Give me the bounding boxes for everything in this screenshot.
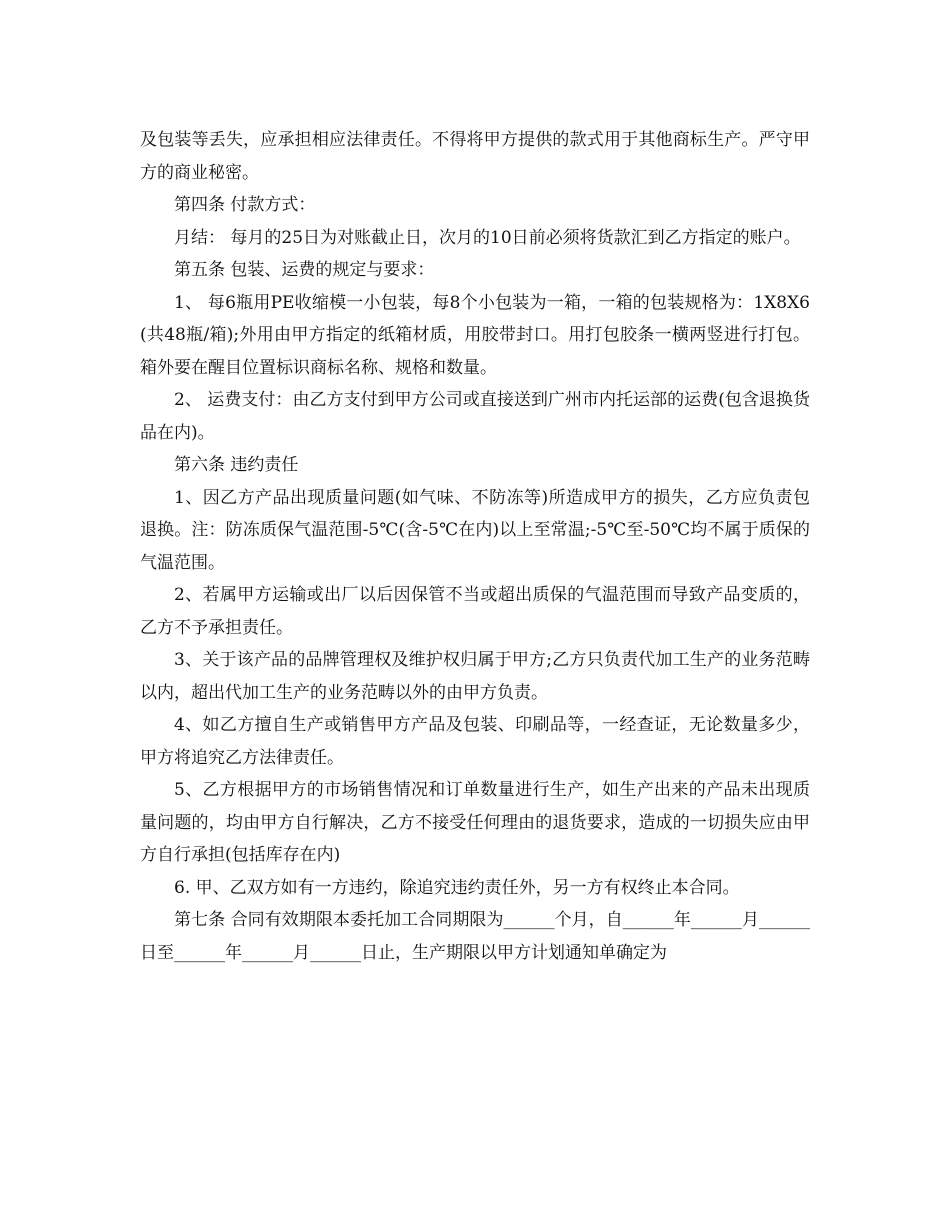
document-body: [140, 124, 810, 969]
paragraph-liability-2: 2、若属甲方运输或出厂以后因保管不当或超出质保的气温范围而导致产品变质的，乙方不予承担责任。: [140, 585, 810, 638]
paragraph-liability-6: 6. 甲、乙双方如有一方违约，除追究违约责任外，另一方有权终止本合同。: [174, 877, 740, 898]
heading-article-5-packaging: 第五条 包装、运费的规定与要求：: [174, 260, 435, 280]
paragraph-article-7-term: 第七条 合同有效期限本委托加工合同期限为______个月，自______年______月______日至______年______月______日止，生产期限以甲方计划通知单确定为: [140, 910, 810, 963]
paragraph-freight-payment: 2、 运费支付：由乙方支付到甲方公司或直接送到广州市内托运部的运费(包含退换货品在内)。: [140, 390, 810, 443]
paragraph-monthly-settlement: 月结： 每月的25日为对账截止日，次月的10日前必须将货款汇到乙方指定的账户。: [174, 227, 801, 248]
paragraph-liability-1: 1、因乙方产品出现质量问题(如气味、不防冻等)所造成甲方的损失，乙方应负责包退换。注：防冻质保气温范围-5℃(含-5℃在内)以上至常温;-5℃至-50℃均不属于质保的气温范围。: [140, 487, 810, 573]
heading-article-4-payment: 第四条 付款方式：: [174, 195, 316, 215]
paragraph-liability-4: 4、如乙方擅自生产或销售甲方产品及包装、印刷品等，一经查证，无论数量多少，甲方将追究乙方法律责任。: [140, 715, 810, 768]
paragraph-packaging-spec: 1、 每6瓶用PE收缩模一小包装，每8个小包装为一箱，一箱的包装规格为：1X8X6(共48瓶/箱);外用由甲方指定的纸箱材质，用胶带封口。用打包胶条一横两竖进行打包。箱外要在醒目位置标识商标名称、规格和数量。: [140, 292, 810, 378]
paragraph-liability-3: 3、关于该产品的品牌管理权及维护权归属于甲方;乙方只负责代加工生产的业务范畴以内，超出代加工生产的业务范畴以外的由甲方负责。: [140, 650, 810, 703]
paragraph-liability-5: 5、乙方根据甲方的市场销售情况和订单数量进行生产，如生产出来的产品未出现质量问题的，均由甲方自行解决，乙方不接受任何理由的退货要求，造成的一切损失应由甲方自行承担(包括库存在内): [140, 780, 810, 865]
heading-article-6-liability: 第六条 违约责任: [174, 455, 299, 475]
paragraph-confidentiality: 及包装等丢失，应承担相应法律责任。不得将甲方提供的款式用于其他商标生产。严守甲方的商业秘密。: [140, 130, 810, 183]
